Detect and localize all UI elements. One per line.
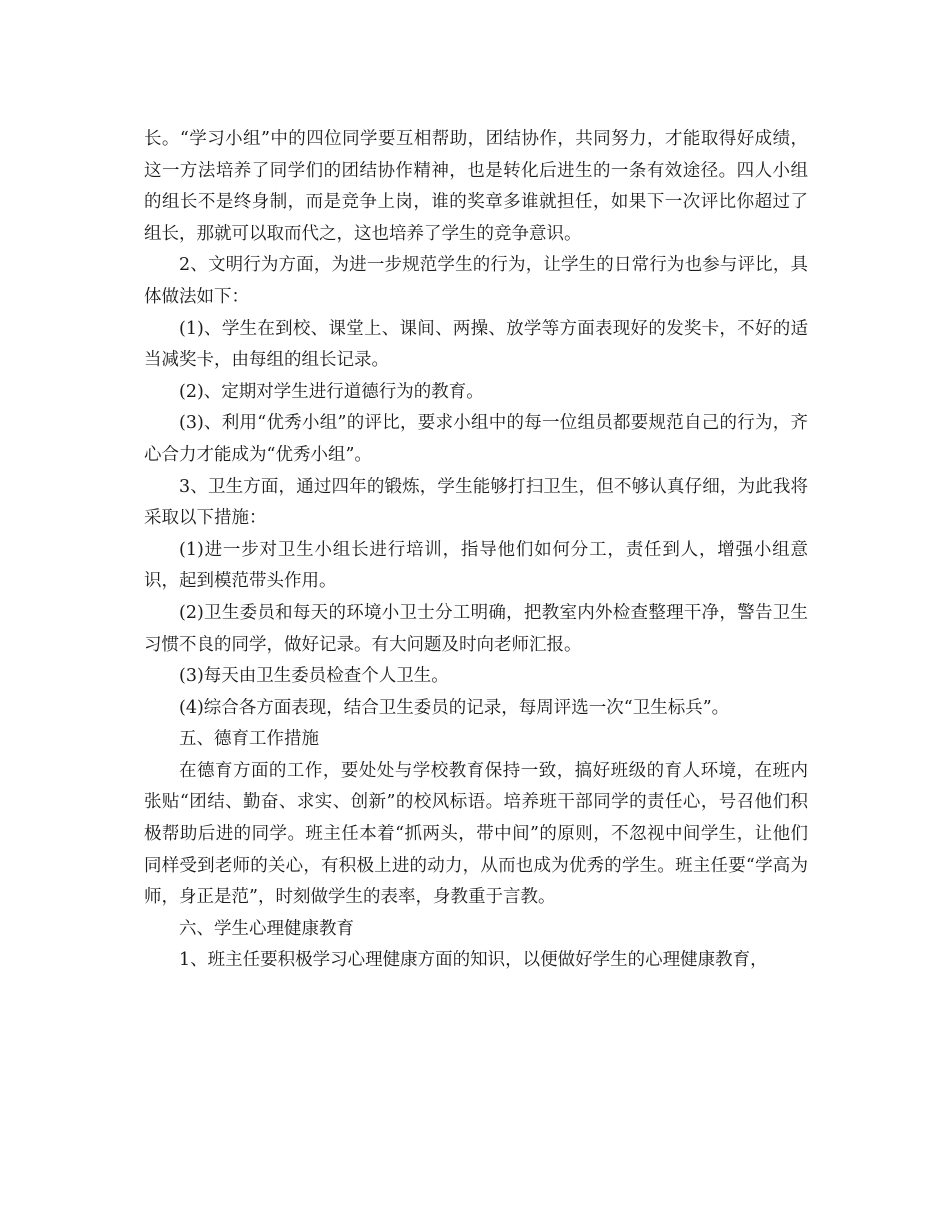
paragraph-behavior-item-1: (1)、学生在到校、课堂上、课间、两操、放学等方面表现好的发奖卡，不好的适当减奖卡，由每组的组长记录。	[144, 318, 808, 371]
paragraph-civil-behavior: 2、文明行为方面，为进一步规范学生的行为，让学生的日常行为也参与评比，具体做法如下：	[144, 255, 808, 307]
section-heading-mental-health: 六、学生心理健康教育	[179, 918, 354, 939]
paragraph-moral-education: 在德育方面的工作，要处处与学校教育保持一致，搞好班级的育人环境，在班内张贴“团结、勤奋、求实、创新”的校风标语。培养班干部同学的责任心，号召他们积极帮助后进的同学。班主任本着“抓两头，带中间”的原则，不忽视中间学生，让他们同样受到老师的关心，有积极上进的动力，从而也成为优秀的学生。班主任要“学高为师，身正是范”，时刻做学生的表率，身教重于言教。	[144, 760, 808, 908]
paragraph-behavior-item-3: (3)、利用“优秀小组”的评比，要求小组中的每一位组员都要规范自己的行为，齐心合力才能成为“优秀小组”。	[144, 413, 808, 465]
document-body	[144, 124, 808, 977]
paragraph-continuation: 长。“学习小组”中的四位同学要互相帮助，团结协作，共同努力，才能取得好成绩，这一方法培养了同学们的团结协作精神，也是转化后进生的一条有效途径。四人小组的组长不是终身制，而是竞争上岗，谁的奖章多谁就担任，如果下一次评比你超过了组长，那就可以取而代之，这也培养了学生的竞争意识。	[144, 129, 808, 244]
paragraph-hygiene: 3、卫生方面，通过四年的锻炼，学生能够打扫卫生，但不够认真仔细，为此我将采取以下措施：	[144, 476, 808, 529]
paragraph-hygiene-item-3: (3)每天由卫生委员检查个人卫生。	[179, 666, 449, 687]
paragraph-hygiene-item-2: (2)卫生委员和每天的环境小卫士分工明确，把教室内外检查整理干净，警告卫生习惯不良的同学，做好记录。有大问题及时向老师汇报。	[144, 602, 808, 655]
paragraph-hygiene-item-1: (1)进一步对卫生小组长进行培训，指导他们如何分工，责任到人，增强小组意识，起到模范带头作用。	[144, 539, 808, 592]
section-heading-moral-education: 五、德育工作措施	[179, 729, 319, 750]
paragraph-mental-health-item-1: 1、班主任要积极学习心理健康方面的知识，以便做好学生的心理健康教育，	[179, 950, 768, 971]
paragraph-behavior-item-2: (2)、定期对学生进行道德行为的教育。	[179, 381, 484, 402]
paragraph-hygiene-item-4: (4)综合各方面表现，结合卫生委员的记录，每周评选一次“卫生标兵”。	[179, 697, 730, 718]
